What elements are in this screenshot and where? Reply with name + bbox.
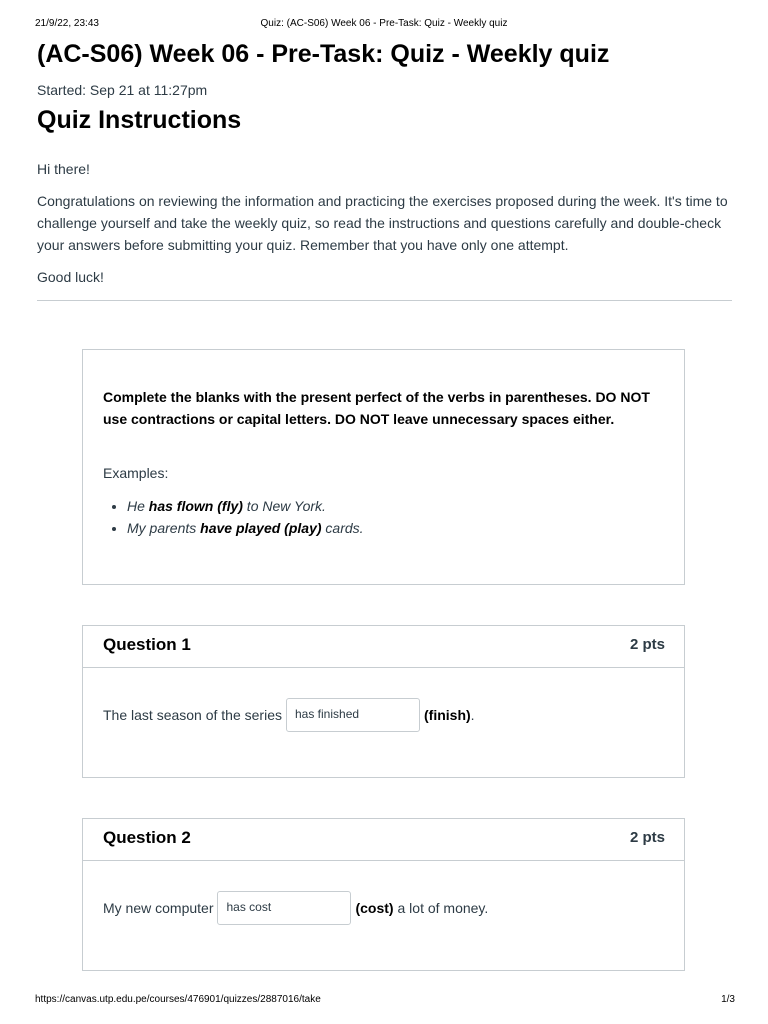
instructions-body: Congratulations on reviewing the information and practicing the exercises proposed during the week. It's time to challenge yourself and take the weekly quiz, so read the instructions and questions carefully and double-check your answers before submitting your quiz. Remember that you have only one attempt. xyxy=(37,193,728,253)
question-text-end: . xyxy=(470,707,475,723)
print-footer xyxy=(0,990,768,1010)
question-verb: (cost) xyxy=(355,900,394,916)
print-url: https://canvas.utp.edu.pe/courses/476901/quizzes/2887016/take xyxy=(35,994,321,1005)
examples-label: Examples: xyxy=(103,465,169,481)
answer-input[interactable]: has finished xyxy=(286,698,420,732)
question-points: 2 pts xyxy=(629,636,665,653)
greeting-text: Hi there! xyxy=(37,161,90,177)
print-datetime: 21/9/22, 23:43 xyxy=(35,18,99,29)
quiz-started-time: Started: Sep 21 at 11:27pm xyxy=(37,82,208,98)
instructions-text xyxy=(37,158,732,288)
instruction-box xyxy=(82,349,685,585)
question-name: Question 1 xyxy=(103,635,191,654)
instructions-heading: Quiz Instructions xyxy=(37,106,242,134)
section-divider xyxy=(37,300,732,301)
example-item: • My parents have played (play) cards. xyxy=(127,517,364,539)
question-body xyxy=(103,889,488,927)
question-header xyxy=(83,626,684,668)
question-points: 2 pts xyxy=(629,829,665,846)
question-text: My new computer xyxy=(103,900,214,916)
question-2 xyxy=(82,818,685,971)
examples-list xyxy=(103,495,364,539)
question-name: Question 2 xyxy=(103,828,191,847)
instruction-box-text: Complete the blanks with the present perfect of the verbs in parentheses. DO NOT use contractions or capital letters. DO NOT leave unnecessary spaces either. xyxy=(103,389,650,427)
quiz-content xyxy=(37,36,732,301)
question-verb: (finish) xyxy=(424,707,471,723)
example-item: • He has flown (fly) to New York. xyxy=(127,495,364,517)
question-1 xyxy=(82,625,685,778)
quiz-title: (AC-S06) Week 06 - Pre-Task: Quiz - Weekly quiz xyxy=(37,40,610,68)
answer-input[interactable]: has cost xyxy=(217,891,351,925)
question-text-end: a lot of money. xyxy=(393,900,489,916)
print-page-number: 1/3 xyxy=(721,994,735,1005)
closing-text: Good luck! xyxy=(37,269,104,285)
question-header xyxy=(83,819,684,861)
print-document-title: Quiz: (AC-S06) Week 06 - Pre-Task: Quiz - Weekly quiz xyxy=(260,18,508,29)
question-body xyxy=(103,696,475,734)
question-text: The last season of the series xyxy=(103,707,282,723)
